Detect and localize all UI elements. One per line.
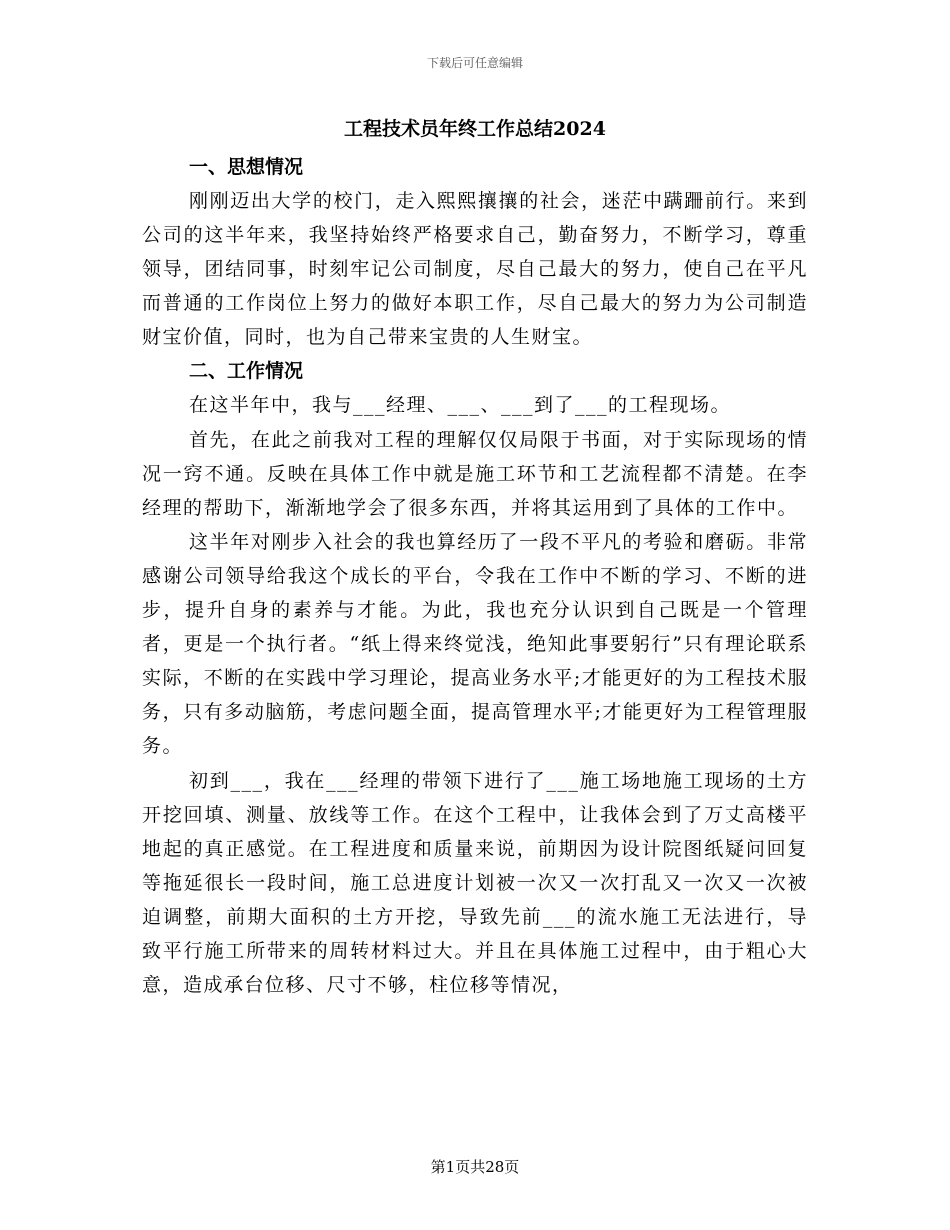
- paragraph: 这半年对刚步入社会的我也算经历了一段不平凡的考验和磨砺。非常感谢公司领导给我这个成长的平台，令我在工作中不断的学习、不断的进步，提升自身的素养与才能。为此，我也充分认识到自己既是一个管理者，更是一个执行者。“纸上得来终觉浅，绝知此事要躬行”只有理论联系实际，不断的在实践中学习理论，提高业务水平;才能更好的为工程技术服务，只有多动脑筋，考虑问题全面，提高管理水平;才能更好为工程管理服务。: [142, 530, 808, 758]
- section-heading: 二、工作情况: [189, 360, 304, 383]
- paragraph: 首先，在此之前我对工程的理解仅仅局限于书面，对于实际现场的情况一窍不通。反映在具体工作中就是施工环节和工艺流程都不清楚。在李经理的帮助下，渐渐地学会了很多东西，并将其运用到了具体的工作中。: [142, 428, 808, 519]
- paragraph: 刚刚迈出大学的校门，走入熙熙攘攘的社会，迷茫中蹒跚前行。来到公司的这半年来，我坚持始终严格要求自己，勤奋努力，不断学习，尊重领导，团结同事，时刻牢记公司制度，尽自己最大的努力，使自己在平凡而普通的工作岗位上努力的做好本职工作，尽自己最大的努力为公司制造财宝价值，同时，也为自己带来宝贵的人生财宝。: [142, 190, 808, 349]
- document-title: 工程技术员年终工作总结2024: [344, 118, 606, 140]
- section-heading: 一、思想情况: [189, 156, 304, 178]
- paragraph: 在这半年中，我与___经理、___、___到了___的工程现场。: [189, 394, 732, 417]
- paragraph: 初到___，我在___经理的带领下进行了___施工场地施工现场的土方开挖回填、测量、放线等工作。在这个工程中，让我体会到了万丈高楼平地起的真正感觉。在工程进度和质量来说，前期因为设计院图纸疑问回复等拖延很长一段时间，施工总进度计划被一次又一次打乱又一次又一次被迫调整，前期大面积的土方开挖，导致先前___的流水施工无法进行，导致平行施工所带来的周转材料过大。并且在具体施工过程中，由于粗心大意，造成承台位移、尺寸不够，柱位移等情况，: [142, 769, 808, 997]
- header-note: 下载后可任意编辑: [426, 56, 523, 70]
- page-footer: 第1页共28页: [430, 1158, 520, 1176]
- section-work: [142, 354, 808, 1002]
- document-body: [142, 150, 808, 1002]
- section-thoughts: [142, 150, 808, 354]
